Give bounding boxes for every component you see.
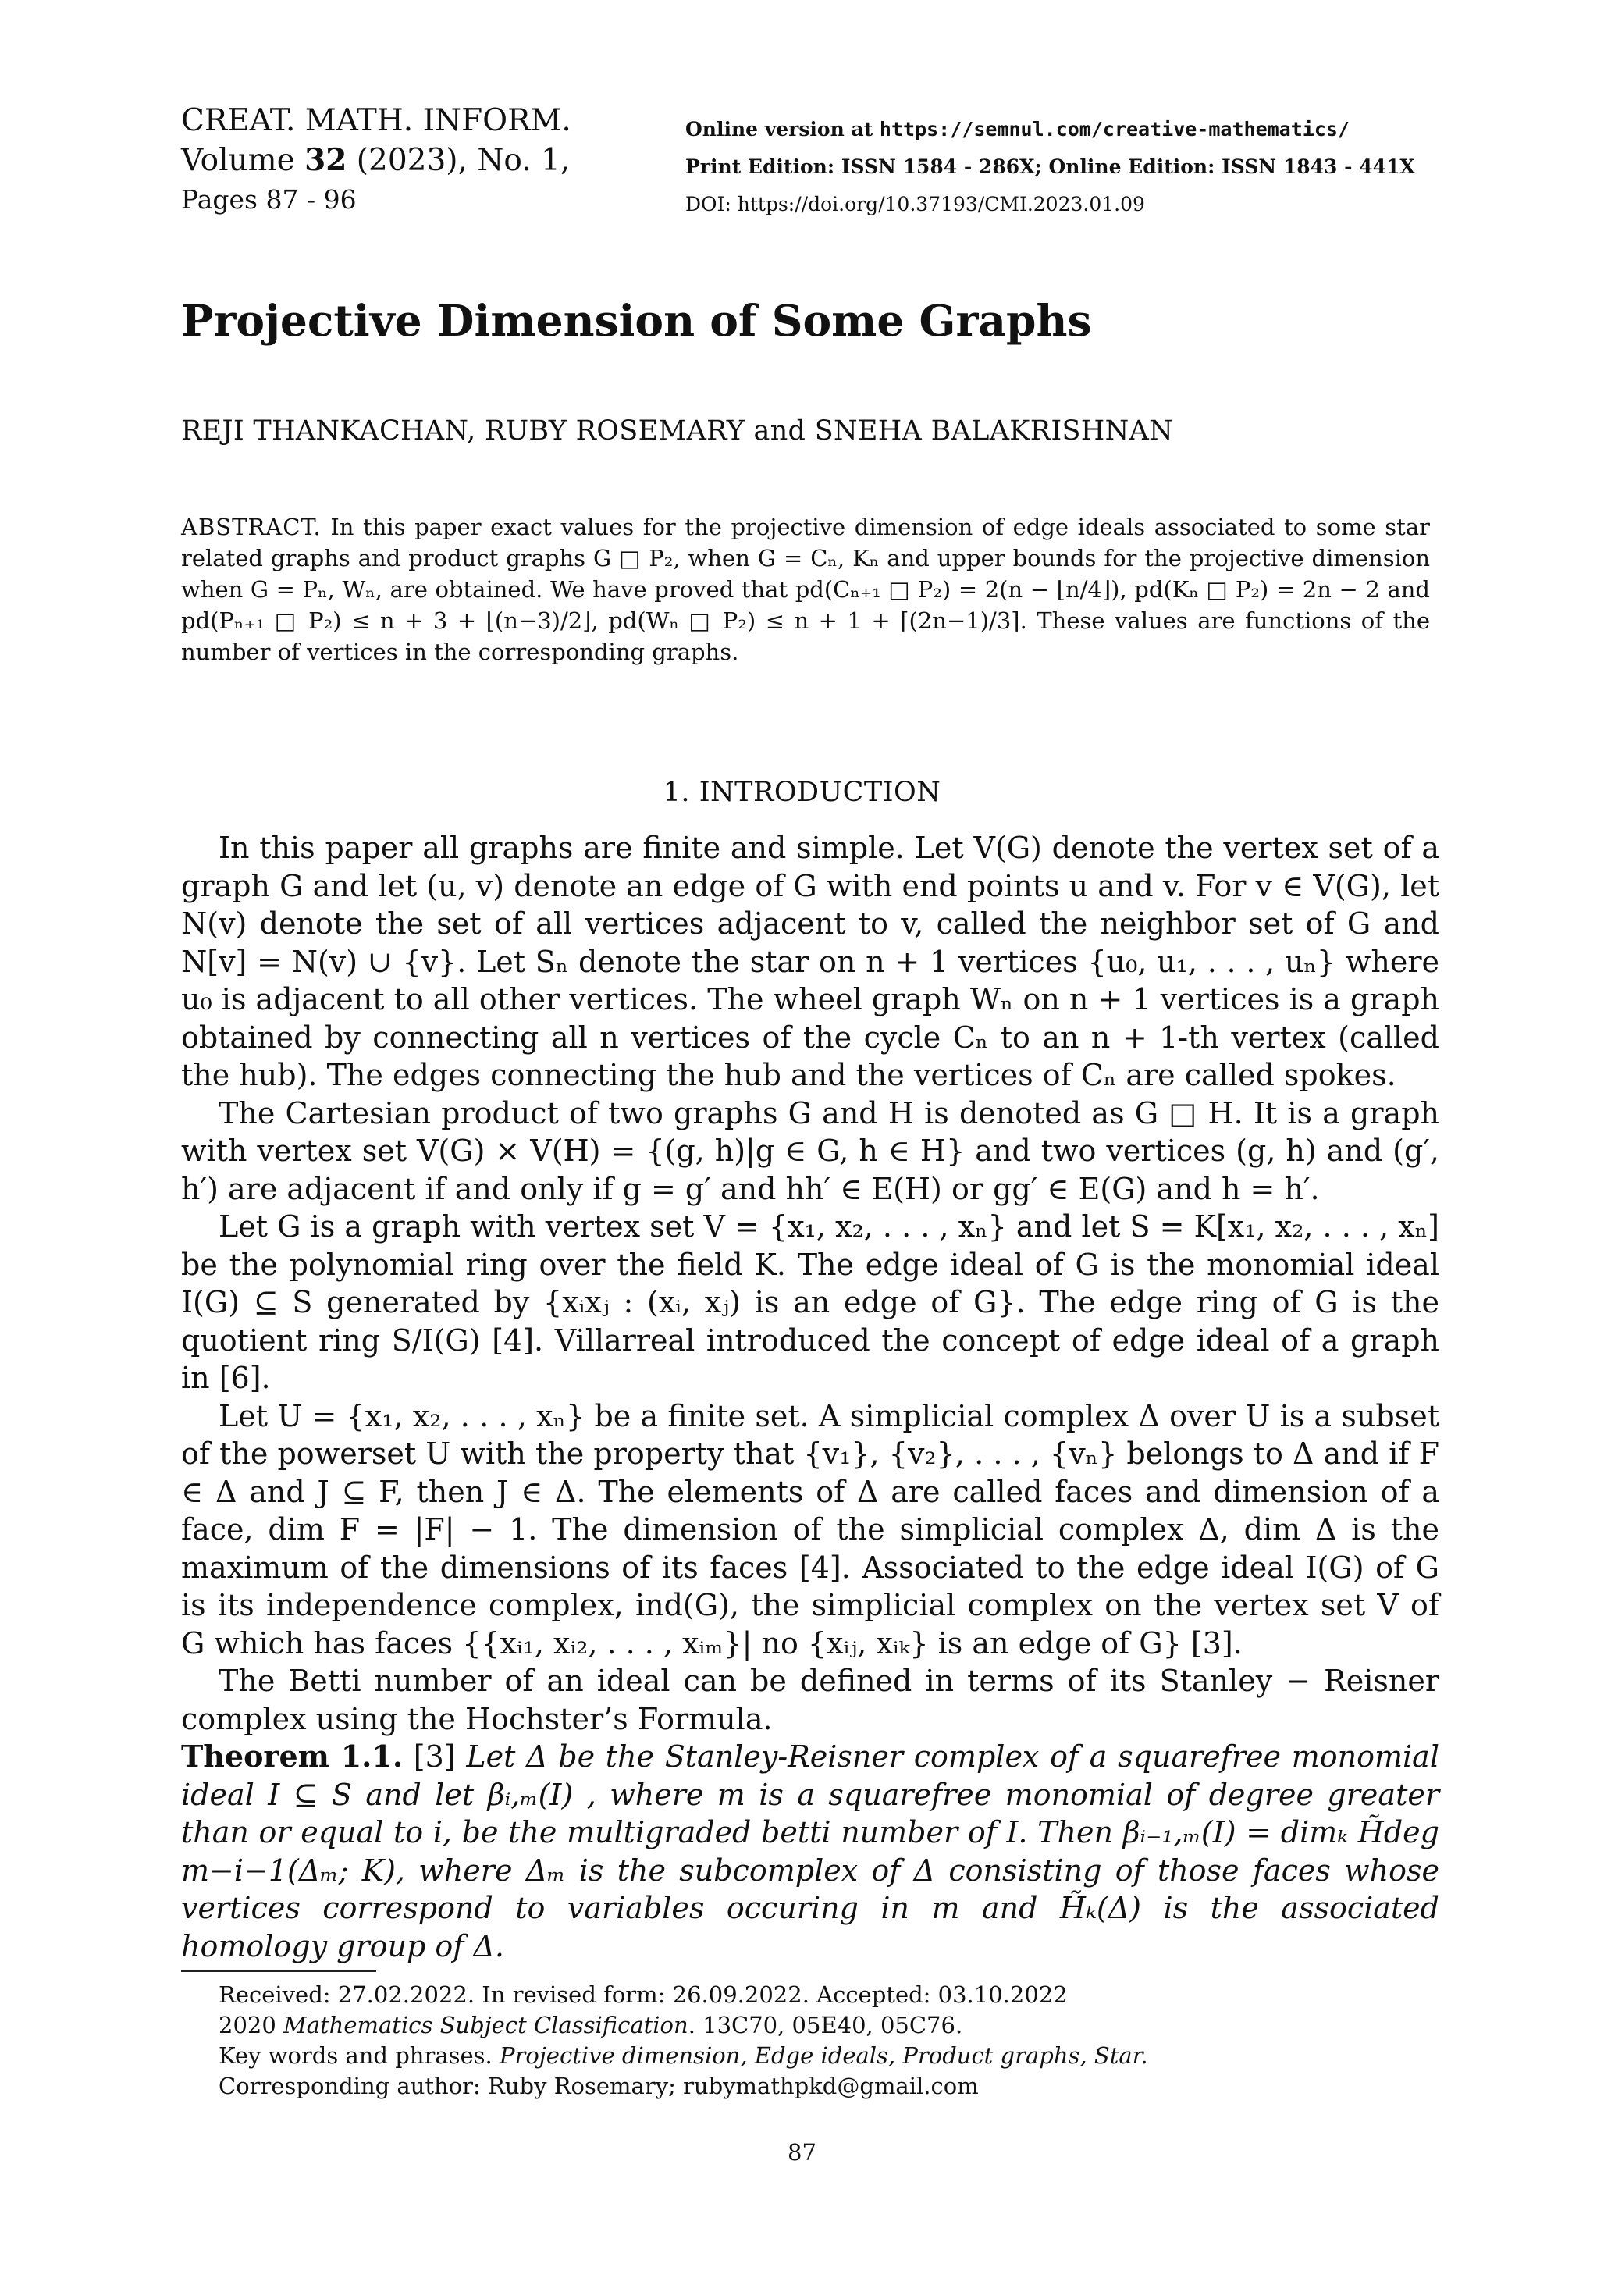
volume-line: Volume 32 (2023), No. 1,: [181, 142, 571, 178]
theorem-text: Let Δ be the Stanley-Reisner complex of a squarefree monomial ideal I ⊆ S and let βᵢ,ₘ(I) , where m is a squarefree monomial of degree greater than or equal to i, be the multigraded betti number of I. Then βᵢ₋₁,ₘ(I) = dimₖ H̃deg m−i−1(Δₘ; K), where Δₘ is the subcomplex of Δ consisting of those faces whose vertices correspond to variables occuring in m and H̃ₖ(Δ) is the associated homology group of Δ.: [181, 1739, 1439, 1963]
page-range: Pages 87 - 96: [181, 184, 357, 215]
theorem: [181, 1738, 1439, 1965]
journal-name: CREAT. MATH. INFORM.: [181, 103, 571, 138]
issn-line: Print Edition: ISSN 1584 - 286X; Online Edition: ISSN 1843 - 441X: [685, 155, 1415, 178]
dates-footnote: Received: 27.02.2022. In revised form: 26.09.2022. Accepted: 03.10.2022: [219, 1981, 1068, 2008]
section-heading: 1. INTRODUCTION: [663, 777, 941, 808]
section-title: INTRODUCTION: [699, 777, 941, 808]
paragraph: In this paper all graphs are finite and simple. Let V(G) denote the vertex set of a graph G and let (u, v) denote an edge of G with end points u and v. For v ∈ V(G), let N(v) denote the set of all vertices adjacent to v, called the neighbor set of G and N[v] = N(v) ∪ {v}. Let Sₙ denote the star on n + 1 vertices {u₀, u₁, . . . , uₙ} where u₀ is adjacent to all other vertices. The wheel graph Wₙ on n + 1 vertices is a graph obtained by connecting all n vertices of the cycle Cₙ to an n + 1-th vertex (called the hub). The edges connecting the hub and the vertices of Cₙ are called spokes.: [181, 831, 1439, 1092]
keywords-footnote: Key words and phrases. Projective dimension, Edge ideals, Product graphs, Star.: [219, 2042, 1148, 2069]
publication-info: [685, 111, 1466, 223]
doi-line[interactable]: DOI: https://doi.org/10.37193/CMI.2023.01.09: [685, 193, 1145, 215]
footnote-rule: [181, 1970, 376, 1972]
paragraph: Let G is a graph with vertex set V = {x₁, x₂, . . . , xₙ} and let S = K[x₁, x₂, . . . , xₙ] be the polynomial ring over the field K. The edge ideal of G is the monomial ideal I(G) ⊆ S generated by {xᵢxⱼ : (xᵢ, xⱼ) is an edge of G}. The edge ring of G is the quotient ring S/I(G) [4]. Villarreal introduced the concept of edge ideal of a graph in [6].: [181, 1209, 1439, 1395]
journal-info: [181, 101, 665, 219]
theorem-label: Theorem 1.1.: [181, 1739, 404, 1774]
abstract-label: ABSTRACT.: [181, 514, 322, 540]
abstract-text: In this paper exact values for the projective dimension of edge ideals associated to some star related graphs and product graphs G □ P₂, when G = Cₙ, Kₙ and upper bounds for the projective dimension when G = Pₙ, Wₙ, are obtained. We have proved that pd(Cₙ₊₁ □ P₂) = 2(n − ⌊n/4⌋), pd(Kₙ □ P₂) = 2n − 2 and pd(Pₙ₊₁ □ P₂) ≤ n + 3 + ⌊(n−3)/2⌋, pd(Wₙ □ P₂) ≤ n + 1 + ⌈(2n−1)/3⌉. These values are functions of the number of vertices in the corresponding graphs.: [181, 514, 1430, 665]
volume-number: 32: [304, 142, 347, 178]
theorem-citation[interactable]: [3]: [413, 1739, 456, 1774]
paragraph: The Cartesian product of two graphs G and H is denoted as G □ H. It is a graph with vertex set V(G) × V(H) = {(g, h)|g ∈ G, h ∈ H} and two vertices (g, h) and (g′, h′) are adjacent if and only if g = g′ and hh′ ∈ E(H) or gg′ ∈ E(G) and h = h′.: [181, 1095, 1439, 1206]
paragraph: Let U = {x₁, x₂, . . . , xₙ} be a finite set. A simplicial complex Δ over U is a subset of the powerset U with the property that {v₁}, {v₂}, . . . , {vₙ} belongs to Δ and if F ∈ Δ and J ⊆ F, then J ∈ Δ. The elements of Δ are called faces and dimension of a face, dim F = |F| − 1. The dimension of the simplicial complex Δ, dim Δ is the maximum of the dimensions of its faces [4]. Associated to the edge ideal I(G) of G is its independence complex, ind(G), the simplicial complex on the vertex set V of G which has faces {{xᵢ₁, xᵢ₂, . . . , xᵢₘ}| no {xᵢⱼ, xᵢₖ} is an edge of G} [3].: [181, 1398, 1439, 1661]
footnotes: [219, 1980, 1436, 2102]
journal-url-link[interactable]: https://semnul.com/creative-mathematics/: [879, 118, 1350, 141]
body-text: [181, 829, 1439, 1965]
abstract: [181, 511, 1430, 667]
page-number: 87: [788, 2139, 816, 2166]
msc-footnote: 2020 Mathematics Subject Classification. 13C70, 05E40, 05C76.: [219, 2012, 963, 2038]
paper-title: Projective Dimension of Some Graphs: [181, 295, 1092, 346]
author-list: REJI THANKACHAN, RUBY ROSEMARY and SNEHA BALAKRISHNAN: [181, 415, 1174, 447]
corresponding-author: Corresponding author: Ruby Rosemary; rubymathpkd@gmail.com: [219, 2073, 979, 2099]
paragraph: The Betti number of an ideal can be defined in terms of its Stanley − Reisner complex using the Hochster’s Formula.: [181, 1664, 1439, 1736]
online-version: Online version at https://semnul.com/creative-mathematics/: [685, 118, 1350, 141]
